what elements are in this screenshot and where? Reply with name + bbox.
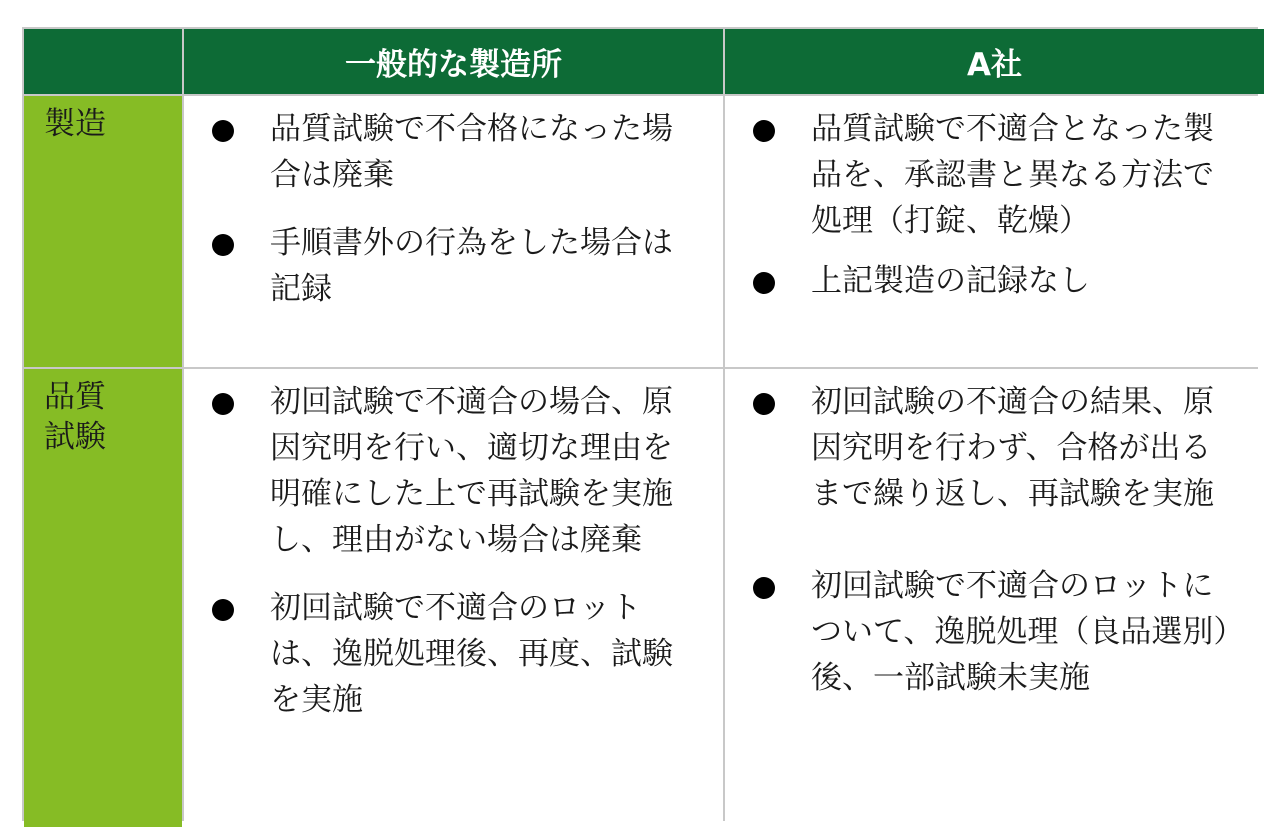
bullet-icon (212, 599, 234, 621)
list-item (200, 379, 713, 563)
cell-quality-general (184, 369, 723, 827)
bullet-icon (753, 272, 775, 294)
cell-manufacturing-general (184, 96, 723, 367)
cell-manufacturing-company-a (725, 96, 1264, 367)
list-item (741, 379, 1254, 517)
bullet-icon (753, 393, 775, 415)
list-item (741, 258, 1254, 304)
bullet-icon (212, 120, 234, 142)
row-label-line: 試験 (44, 419, 106, 455)
list-item-text: 初回試験で不適合のロットは、逸脱処理後、再度、試験を実施 (270, 590, 673, 718)
bullet-icon (753, 577, 775, 599)
header-general-manufacturer: 一般的な製造所 (184, 29, 723, 94)
row-label-quality-testing (24, 369, 182, 827)
cell-quality-company-a (725, 369, 1264, 827)
bullet-icon (753, 120, 775, 142)
header-corner-cell (24, 29, 182, 94)
comparison-table (22, 27, 1258, 821)
list-item (741, 563, 1254, 701)
list-item-text: 上記製造の記録なし (811, 263, 1090, 299)
list-item (200, 585, 713, 723)
row-label-manufacturing (24, 96, 182, 367)
list-item-text: 初回試験の不適合の結果、原因究明を行わず、合格が出るまで繰り返し、再試験を実施 (811, 384, 1214, 512)
bullet-icon (212, 234, 234, 256)
list-item-text: 手順書外の行為をした場合は記録 (270, 225, 673, 307)
list-item (200, 220, 713, 312)
list-item (200, 106, 713, 198)
header-company-a: A社 (725, 29, 1264, 94)
list-item (741, 106, 1254, 244)
list-item-text: 品質試験で不適合となった製品を、承認書と異なる方法で処理（打錠、乾燥） (811, 111, 1214, 239)
row-label-line: 製造 (44, 106, 106, 142)
list-item-text: 初回試験で不適合のロットについて、逸脱処理（良品選別）後、一部試験未実施 (811, 568, 1229, 696)
list-item-text: 初回試験で不適合の場合、原因究明を行い、適切な理由を明確にした上で再試験を実施し、理由がない場合は廃棄 (270, 384, 673, 558)
bullet-icon (212, 393, 234, 415)
list-item-text: 品質試験で不合格になった場合は廃棄 (270, 111, 673, 193)
row-label-line: 品質 (44, 379, 106, 415)
